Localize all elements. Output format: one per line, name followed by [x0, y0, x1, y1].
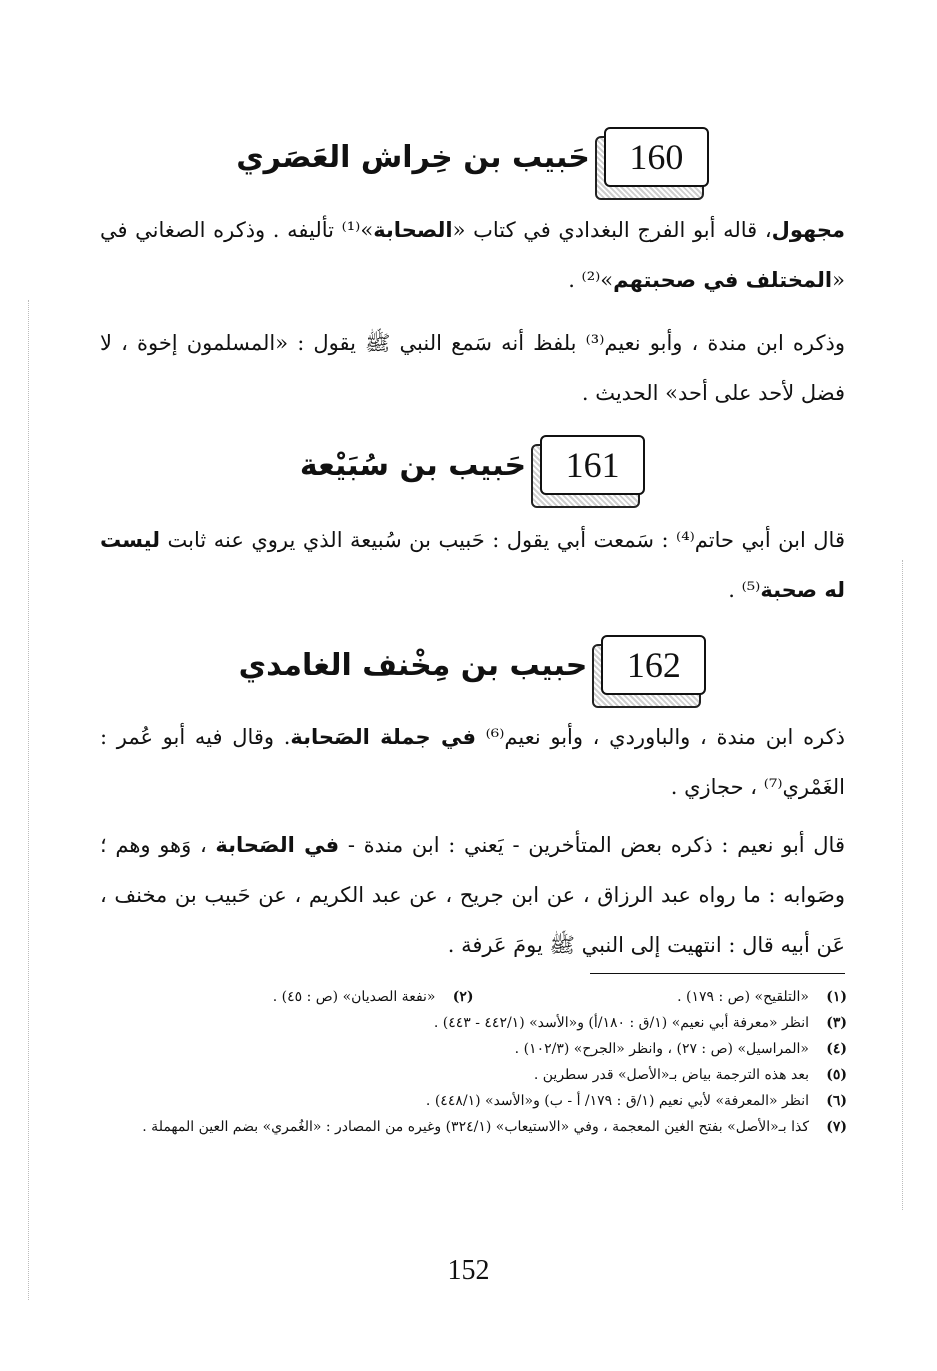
- bold-term: المختلف في صحبتهم: [613, 268, 833, 292]
- scan-artifact-left: [28, 300, 33, 1300]
- entry-number: 162: [601, 635, 706, 695]
- bold-term: في جملة الصَحابة: [290, 725, 476, 749]
- footnote: [100, 1062, 847, 1088]
- footnote-number: (٢): [452, 989, 474, 1005]
- paragraph-2: وذكره ابن مندة ، وأبو نعيم⁽³⁾ بلفظ أنه سَمع النبي ﷺ يقول : «المسلمون إخوة ، لا فضل لأحد على أحد» الحديث .: [100, 331, 845, 405]
- text-run: »⁽²⁾ .: [568, 268, 614, 292]
- footnote-text: انظر «المعرفة» لأبي نعيم (١/ق : ١٧٩/ أ - ب) و«الأسد» (٤٤٨/١) .: [425, 1093, 809, 1109]
- entry-name: حَبيب بن سُبَيْعة: [299, 447, 527, 483]
- bold-term: الصحابة: [373, 218, 453, 242]
- footnote-text: «المراسيل» (ص : ٢٧) ، وانظر «الجرح» (١٠٢/٣) .: [514, 1041, 809, 1057]
- text-run: . وقال فيه أبو عُمر : الغَمْري⁽⁷⁾ ، حجازي .: [100, 725, 845, 799]
- entry-heading-162: [100, 620, 845, 710]
- entry-number: 161: [540, 435, 645, 495]
- footnote-number: (٦): [826, 1093, 847, 1109]
- entry-number: 160: [604, 127, 709, 187]
- footnote-text: «التلقيح» (ص : ١٧٩) .: [677, 989, 809, 1005]
- entry-number-box: [601, 635, 706, 695]
- footnote-text: كذا بـ«الأصل» بفتح الغين المعجمة ، وفي «الاستيعاب» (٣٢٤/١) وغيره من المصادر : «الغُمري» بضم العين المهملة .: [142, 1119, 809, 1135]
- text-run: ، وَهو وهم ؛ وصَوابه : ما رواه عبد الرزاق ، عن ابن جريح ، عن عبد الكريم ، عن حَبيب بن مخنف ، عَن أبيه قال : انتهيت إلى النبي ﷺ يومَ عَرفة .: [100, 833, 845, 957]
- text-run: »⁽¹⁾ تأليفه . وذكره الصغاني في «: [100, 218, 845, 292]
- text-run: قال أبو نعيم : ذكره بعض المتأخرين - يَعني : ابن مندة -: [339, 833, 845, 857]
- entry-name: حبيب بن مِخْنف الغامدي: [238, 647, 588, 683]
- text-run: ، قاله أبو الفرج البغدادي في كتاب «: [452, 218, 772, 242]
- paragraph-4: [100, 712, 845, 812]
- footnote: [100, 1088, 847, 1114]
- footnote: [100, 1114, 847, 1140]
- footnote: [100, 1010, 847, 1036]
- entry-number-box: [540, 435, 645, 495]
- paragraph-5: [100, 820, 845, 970]
- bold-term: مجهول: [771, 218, 845, 242]
- entry-name: حَبيب بن خِراش العَصَري: [236, 139, 590, 175]
- text-run: قال ابن أبي حاتم⁽⁴⁾ : سَمعت أبي يقول : حَبيب بن سُبيعة الذي يروي عنه ثابت: [160, 528, 845, 552]
- bold-term: ليست له صحبة: [100, 528, 845, 602]
- text-run: ذكره ابن مندة ، والباوردي ، وأبو نعيم⁽⁶⁾: [475, 725, 846, 749]
- page-number: 152: [447, 1255, 490, 1286]
- footnote-pair: [100, 984, 847, 1010]
- entry-heading-160: [100, 112, 845, 202]
- footnote-number: (٤): [826, 1041, 847, 1057]
- footnote-text: «نفعة الصديان» (ص : ٤٥) .: [272, 989, 436, 1005]
- entry-heading-161: [100, 420, 845, 510]
- footnote-number: (٥): [826, 1067, 847, 1083]
- paragraph-1: [100, 205, 845, 305]
- footnote-text: بعد هذه الترجمة بياض بـ«الأصل» قدر سطرين .: [533, 1067, 809, 1083]
- footnote-text: انظر «معرفة أبي نعيم» (١/ق : ١٨٠/أ) و«الأسد» (٤٤٢/١ - ٤٤٣) .: [433, 1015, 809, 1031]
- footnote: [100, 1036, 847, 1062]
- bold-term: في الصَحابة: [215, 833, 340, 857]
- footnote-number: (٧): [826, 1119, 847, 1135]
- footnote-number: (٣): [826, 1015, 847, 1031]
- footnote-separator: [590, 973, 845, 974]
- footnote-number: (١): [826, 989, 847, 1005]
- entry-number-box: [604, 127, 709, 187]
- scan-artifact-right: [902, 560, 907, 1210]
- text-run: ⁽⁵⁾ .: [728, 578, 761, 602]
- paragraph-3: [100, 515, 845, 615]
- footnotes: [100, 984, 847, 1140]
